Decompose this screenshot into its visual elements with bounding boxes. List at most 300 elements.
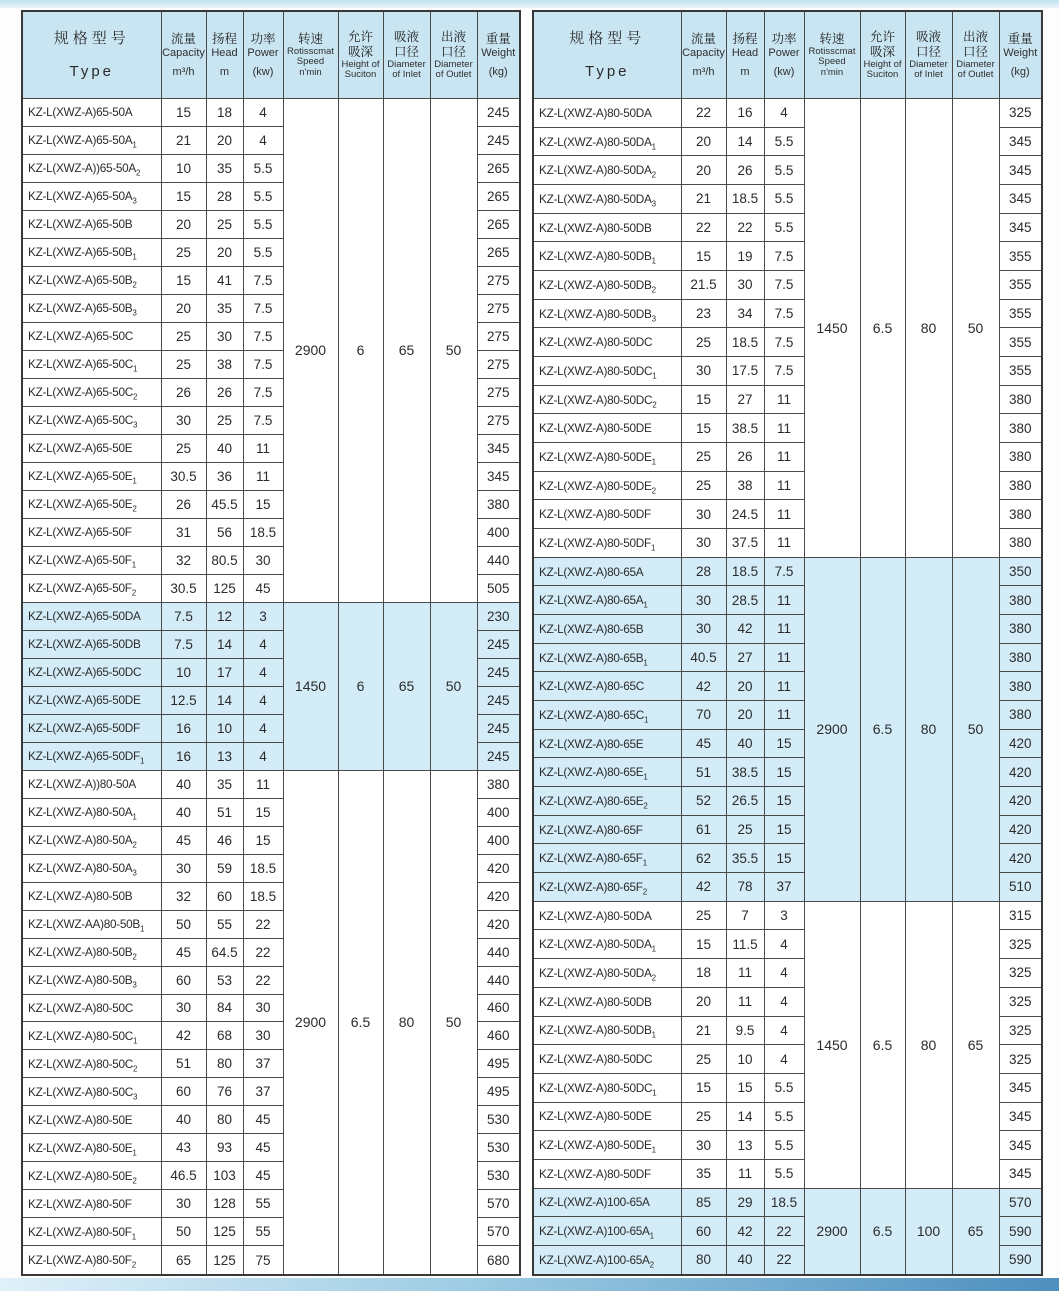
capacity-cell: 10	[161, 154, 206, 182]
col-header-suction: 允许 吸深 Height of Suciton	[860, 11, 905, 99]
type-cell: KZ-L(XWZ-A)65-50DE	[22, 686, 161, 714]
head-cell: 40	[726, 729, 764, 758]
capacity-cell: 30	[681, 529, 726, 558]
inlet-diameter-cell: 65	[383, 602, 430, 770]
type-cell: $KZ-L(XWZ-A)80-50DA_3$	[533, 185, 681, 214]
col-header-outlet: 出液 口径 Diameter of Outlet	[952, 11, 999, 99]
head-cell: 35	[206, 154, 243, 182]
power-cell: 11	[764, 643, 804, 672]
capacity-cell: 42	[681, 672, 726, 701]
power-cell: 18.5	[764, 1188, 804, 1217]
power-cell: 45	[243, 1162, 283, 1190]
type-cell: KZ-L(XWZ-A))80-50A	[22, 770, 161, 798]
capacity-cell: 25	[161, 238, 206, 266]
power-cell: 37	[243, 1050, 283, 1078]
type-cell: $KZ-L(XWZ-A)80-50DA_1$	[533, 930, 681, 959]
capacity-cell: 30	[681, 586, 726, 615]
head-cell: 28.5	[726, 586, 764, 615]
power-cell: 4	[243, 99, 283, 127]
type-cell: $KZ-L(XWZ-A)65-50DF_1$	[22, 742, 161, 770]
power-cell: 7.5	[764, 557, 804, 586]
head-cell: 20	[726, 672, 764, 701]
head-cell: 78	[726, 873, 764, 902]
speed-cell: 1450	[283, 602, 338, 770]
col-header-power: 功率 Power (kw)	[243, 11, 283, 99]
power-cell: 18.5	[243, 854, 283, 882]
table-row	[533, 1188, 1042, 1217]
type-cell: KZ-L(XWZ-A)80-50DF	[533, 500, 681, 529]
pump-spec-table-left	[21, 10, 521, 1276]
type-cell: KZ-L(XWZ-A)80-50DF	[533, 1159, 681, 1188]
capacity-cell: 15	[681, 1073, 726, 1102]
weight-cell: 420	[999, 787, 1042, 816]
type-cell: KZ-L(XWZ-A)80-65B	[533, 615, 681, 644]
head-cell: 18.5	[726, 328, 764, 357]
weight-cell: 245	[477, 714, 520, 742]
weight-cell: 440	[477, 938, 520, 966]
power-cell: 7.5	[243, 406, 283, 434]
head-cell: 15	[726, 1073, 764, 1102]
power-cell: 22	[764, 1217, 804, 1246]
weight-cell: 325	[999, 987, 1042, 1016]
weight-cell: 230	[477, 602, 520, 630]
head-cell: 14	[206, 686, 243, 714]
head-cell: 17.5	[726, 357, 764, 386]
type-cell: $KZ-L(XWZ-A)80-50B_2$	[22, 938, 161, 966]
power-cell: 7.5	[243, 294, 283, 322]
head-cell: 45.5	[206, 490, 243, 518]
head-cell: 38.5	[726, 414, 764, 443]
head-cell: 25	[206, 406, 243, 434]
capacity-cell: 25	[161, 350, 206, 378]
type-cell: KZ-L(XWZ-A)80-50DB	[533, 987, 681, 1016]
weight-cell: 265	[477, 182, 520, 210]
capacity-cell: 25	[681, 901, 726, 930]
capacity-cell: 80	[681, 1245, 726, 1275]
capacity-cell: 50	[161, 1218, 206, 1246]
speed-cell: 2900	[283, 99, 338, 603]
type-cell: $KZ-L(XWZ-A)80-50B_3$	[22, 966, 161, 994]
power-cell: 5.5	[764, 213, 804, 242]
suction-height-cell: 6	[338, 99, 383, 603]
head-cell: 38.5	[726, 758, 764, 787]
type-cell: $KZ-L(XWZ-A)65-50E_1$	[22, 462, 161, 490]
type-cell: $KZ-L(XWZ-A)80-50DE_2$	[533, 471, 681, 500]
power-cell: 5.5	[764, 156, 804, 185]
head-cell: 35	[206, 770, 243, 798]
weight-cell: 380	[999, 443, 1042, 472]
power-cell: 5.5	[243, 210, 283, 238]
type-cell: KZ-L(XWZ-A)80-50DB	[533, 213, 681, 242]
type-cell: KZ-L(XWZ-A)80-50DC	[533, 1045, 681, 1074]
table-row	[22, 99, 520, 127]
capacity-cell: 61	[681, 815, 726, 844]
weight-cell: 380	[999, 414, 1042, 443]
col-header-weight: 重量 Weight (kg)	[477, 11, 520, 99]
weight-cell: 245	[477, 630, 520, 658]
type-cell: KZ-L(XWZ-A)65-50DC	[22, 658, 161, 686]
type-cell: $KZ-L(XWZ-A)80-50F_2$	[22, 1246, 161, 1275]
head-cell: 14	[726, 1102, 764, 1131]
head-cell: 35	[206, 294, 243, 322]
power-cell: 11	[243, 434, 283, 462]
weight-cell: 315	[999, 901, 1042, 930]
outlet-diameter-cell: 50	[430, 602, 477, 770]
capacity-cell: 7.5	[161, 630, 206, 658]
head-cell: 103	[206, 1162, 243, 1190]
type-cell: KZ-L(XWZ-A)80-65C	[533, 672, 681, 701]
table-row	[22, 602, 520, 630]
power-cell: 7.5	[764, 328, 804, 357]
power-cell: 15	[764, 844, 804, 873]
power-cell: 5.5	[764, 1102, 804, 1131]
col-header-inlet: 吸液 口径 Diameter of Inlet	[383, 11, 430, 99]
head-cell: 14	[206, 630, 243, 658]
weight-cell: 345	[999, 1159, 1042, 1188]
outlet-diameter-cell: 50	[952, 557, 999, 901]
power-cell: 11	[764, 500, 804, 529]
head-cell: 42	[726, 615, 764, 644]
type-cell: KZ-L(XWZ-A)80-50B	[22, 882, 161, 910]
weight-cell: 590	[999, 1245, 1042, 1275]
capacity-cell: 40	[161, 798, 206, 826]
power-cell: 11	[764, 414, 804, 443]
head-cell: 80	[206, 1050, 243, 1078]
suction-height-cell: 6	[338, 602, 383, 770]
weight-cell: 380	[999, 500, 1042, 529]
inlet-diameter-cell: 80	[905, 901, 952, 1188]
type-cell: $KZ-L(XWZ-A)80-65B_1$	[533, 643, 681, 672]
type-cell: $KZ-L(XWZ-A)80-50E_1$	[22, 1134, 161, 1162]
type-cell: $KZ-L(XWZ-A)80-50DC_1$	[533, 1073, 681, 1102]
outlet-diameter-cell: 65	[952, 901, 999, 1188]
header-row	[22, 11, 520, 99]
suction-height-cell: 6.5	[860, 99, 905, 558]
weight-cell: 495	[477, 1050, 520, 1078]
capacity-cell: 45	[161, 826, 206, 854]
type-cell: KZ-L(XWZ-A)80-65F	[533, 815, 681, 844]
capacity-cell: 30	[681, 615, 726, 644]
capacity-cell: 30	[161, 854, 206, 882]
head-cell: 34	[726, 299, 764, 328]
weight-cell: 275	[477, 406, 520, 434]
capacity-cell: 25	[681, 1045, 726, 1074]
type-cell: $KZ-L(XWZ-A)65-50B_2$	[22, 266, 161, 294]
weight-cell: 570	[477, 1218, 520, 1246]
weight-cell: 460	[477, 1022, 520, 1050]
inlet-diameter-cell: 100	[905, 1188, 952, 1275]
power-cell: 4	[243, 126, 283, 154]
type-cell: $KZ-L(XWZ-A)80-50DE_1$	[533, 1131, 681, 1160]
weight-cell: 245	[477, 686, 520, 714]
capacity-cell: 20	[681, 987, 726, 1016]
capacity-cell: 25	[161, 322, 206, 350]
head-cell: 27	[726, 643, 764, 672]
col-header-inlet: 吸液 口径 Diameter of Inlet	[905, 11, 952, 99]
outlet-diameter-cell: 50	[952, 99, 999, 558]
type-cell: KZ-L(XWZ-A)80-50C	[22, 994, 161, 1022]
weight-cell: 275	[477, 322, 520, 350]
power-cell: 15	[764, 787, 804, 816]
type-cell: $KZ-L(XWZ-A)80-50DE_1$	[533, 443, 681, 472]
col-header-capacity: 流量 Capacity m³/h	[681, 11, 726, 99]
weight-cell: 530	[477, 1162, 520, 1190]
capacity-cell: 22	[681, 99, 726, 128]
capacity-cell: 30	[161, 1190, 206, 1218]
power-cell: 7.5	[243, 266, 283, 294]
type-cell: KZ-L(XWZ-A)65-50A	[22, 99, 161, 127]
head-cell: 11	[726, 987, 764, 1016]
head-cell: 125	[206, 574, 243, 602]
power-cell: 22	[764, 1245, 804, 1275]
suction-height-cell: 6.5	[860, 1188, 905, 1275]
outlet-diameter-cell: 50	[430, 770, 477, 1275]
weight-cell: 345	[999, 127, 1042, 156]
outlet-diameter-cell: 65	[952, 1188, 999, 1275]
speed-cell: 2900	[804, 557, 860, 901]
table-row	[533, 557, 1042, 586]
type-cell: $KZ-L(XWZ-A)65-50F_1$	[22, 546, 161, 574]
capacity-cell: 21.5	[681, 271, 726, 300]
power-cell: 5.5	[764, 1159, 804, 1188]
power-cell: 7.5	[764, 242, 804, 271]
capacity-cell: 30	[161, 406, 206, 434]
head-cell: 42	[726, 1217, 764, 1246]
weight-cell: 400	[477, 826, 520, 854]
type-cell: KZ-L(XWZ-A)65-50F	[22, 518, 161, 546]
capacity-cell: 51	[161, 1050, 206, 1078]
capacity-cell: 60	[681, 1217, 726, 1246]
head-cell: 59	[206, 854, 243, 882]
capacity-cell: 28	[681, 557, 726, 586]
col-header-type: 规格型号 Type	[22, 11, 161, 99]
speed-cell: 1450	[804, 901, 860, 1188]
type-cell: KZ-L(XWZ-A)65-50DA	[22, 602, 161, 630]
head-cell: 60	[206, 882, 243, 910]
weight-cell: 275	[477, 266, 520, 294]
head-cell: 84	[206, 994, 243, 1022]
weight-cell: 265	[477, 154, 520, 182]
weight-cell: 265	[477, 238, 520, 266]
weight-cell: 325	[999, 1016, 1042, 1045]
type-cell: $KZ-L(XWZ-A)80-50A_3$	[22, 854, 161, 882]
type-cell: $KZ-L(XWZ-A)80-50DA_2$	[533, 959, 681, 988]
weight-cell: 495	[477, 1078, 520, 1106]
weight-cell: 420	[477, 910, 520, 938]
power-cell: 11	[764, 586, 804, 615]
type-cell: $KZ-L(XWZ-A)80-50DB_1$	[533, 1016, 681, 1045]
weight-cell: 420	[999, 729, 1042, 758]
power-cell: 11	[764, 529, 804, 558]
power-cell: 30	[243, 546, 283, 574]
head-cell: 28	[206, 182, 243, 210]
weight-cell: 345	[999, 1073, 1042, 1102]
capacity-cell: 25	[681, 443, 726, 472]
capacity-cell: 30	[681, 357, 726, 386]
type-cell: $KZ-L(XWZ-A)100-65A_2$	[533, 1245, 681, 1275]
head-cell: 56	[206, 518, 243, 546]
type-cell: $KZ-L(XWZ-A)80-50DC_1$	[533, 357, 681, 386]
weight-cell: 275	[477, 294, 520, 322]
capacity-cell: 15	[681, 242, 726, 271]
power-cell: 5.5	[243, 238, 283, 266]
head-cell: 80	[206, 1106, 243, 1134]
weight-cell: 380	[999, 385, 1042, 414]
type-cell: $KZ-L(XWZ-A)80-65F_2$	[533, 873, 681, 902]
head-cell: 30	[206, 322, 243, 350]
col-header-speed: 转速 Rotisscmat Speed n'min	[804, 11, 860, 99]
capacity-cell: 20	[161, 294, 206, 322]
type-cell: $KZ-L(XWZ-A)80-50A_2$	[22, 826, 161, 854]
type-cell: $KZ-L(XWZ-A)100-65A_1$	[533, 1217, 681, 1246]
inlet-diameter-cell: 80	[905, 557, 952, 901]
page-bottom-band	[0, 1278, 1059, 1291]
capacity-cell: 40.5	[681, 643, 726, 672]
inlet-diameter-cell: 65	[383, 99, 430, 603]
power-cell: 5.5	[764, 127, 804, 156]
table-row	[22, 770, 520, 798]
type-cell: KZ-L(XWZ-A)65-50DF	[22, 714, 161, 742]
col-header-type: 规格型号 Type	[533, 11, 681, 99]
weight-cell: 380	[999, 701, 1042, 730]
head-cell: 41	[206, 266, 243, 294]
weight-cell: 345	[999, 156, 1042, 185]
power-cell: 4	[764, 99, 804, 128]
power-cell: 37	[764, 873, 804, 902]
weight-cell: 380	[999, 643, 1042, 672]
power-cell: 22	[243, 910, 283, 938]
weight-cell: 275	[477, 350, 520, 378]
head-cell: 40	[206, 434, 243, 462]
power-cell: 15	[243, 826, 283, 854]
power-cell: 11	[764, 615, 804, 644]
power-cell: 3	[764, 901, 804, 930]
power-cell: 4	[243, 630, 283, 658]
capacity-cell: 15	[161, 182, 206, 210]
power-cell: 11	[764, 443, 804, 472]
power-cell: 11	[243, 770, 283, 798]
head-cell: 55	[206, 910, 243, 938]
type-cell: $KZ-L(XWZ-A)80-50DB_2$	[533, 271, 681, 300]
weight-cell: 245	[477, 99, 520, 127]
capacity-cell: 12.5	[161, 686, 206, 714]
power-cell: 18.5	[243, 882, 283, 910]
col-header-suction: 允许 吸深 Height of Suciton	[338, 11, 383, 99]
capacity-cell: 26	[161, 490, 206, 518]
weight-cell: 380	[999, 586, 1042, 615]
capacity-cell: 20	[681, 156, 726, 185]
type-cell: KZ-L(XWZ-A)100-65A	[533, 1188, 681, 1217]
power-cell: 4	[764, 1045, 804, 1074]
power-cell: 15	[243, 798, 283, 826]
type-cell: $KZ-L(XWZ-A)80-65C_1$	[533, 701, 681, 730]
weight-cell: 590	[999, 1217, 1042, 1246]
weight-cell: 570	[477, 1190, 520, 1218]
table-row	[533, 99, 1042, 128]
capacity-cell: 20	[161, 210, 206, 238]
head-cell: 26.5	[726, 787, 764, 816]
head-cell: 38	[726, 471, 764, 500]
head-cell: 125	[206, 1246, 243, 1275]
power-cell: 7.5	[243, 350, 283, 378]
weight-cell: 400	[477, 518, 520, 546]
capacity-cell: 50	[161, 910, 206, 938]
power-cell: 5.5	[764, 1073, 804, 1102]
weight-cell: 420	[477, 882, 520, 910]
col-header-capacity: 流量 Capacity m³/h	[161, 11, 206, 99]
weight-cell: 380	[999, 672, 1042, 701]
outlet-diameter-cell: 50	[430, 99, 477, 603]
weight-cell: 355	[999, 242, 1042, 271]
power-cell: 75	[243, 1246, 283, 1275]
suction-height-cell: 6.5	[860, 901, 905, 1188]
weight-cell: 345	[477, 462, 520, 490]
power-cell: 4	[764, 959, 804, 988]
weight-cell: 245	[477, 658, 520, 686]
head-cell: 20	[206, 126, 243, 154]
capacity-cell: 31	[161, 518, 206, 546]
suction-height-cell: 6.5	[860, 557, 905, 901]
weight-cell: 325	[999, 1045, 1042, 1074]
head-cell: 13	[726, 1131, 764, 1160]
type-cell: $KZ-L(XWZ-A)80-50A_1$	[22, 798, 161, 826]
capacity-cell: 85	[681, 1188, 726, 1217]
type-cell: KZ-L(XWZ-A)80-50F	[22, 1190, 161, 1218]
capacity-cell: 30.5	[161, 462, 206, 490]
power-cell: 11	[764, 672, 804, 701]
capacity-cell: 18	[681, 959, 726, 988]
power-cell: 5.5	[243, 154, 283, 182]
type-cell: $KZ-L(XWZ-A)65-50B_3$	[22, 294, 161, 322]
capacity-cell: 25	[681, 328, 726, 357]
type-cell: $KZ-L(XWZ-A)80-65E_1$	[533, 758, 681, 787]
power-cell: 15	[764, 758, 804, 787]
head-cell: 46	[206, 826, 243, 854]
capacity-cell: 60	[161, 1078, 206, 1106]
head-cell: 25	[726, 815, 764, 844]
col-header-head: 扬程 Head m	[726, 11, 764, 99]
capacity-cell: 30	[161, 994, 206, 1022]
power-cell: 45	[243, 1106, 283, 1134]
power-cell: 37	[243, 1078, 283, 1106]
weight-cell: 400	[477, 798, 520, 826]
head-cell: 26	[726, 156, 764, 185]
type-cell: $KZ-L(XWZ-A)80-65E_2$	[533, 787, 681, 816]
type-cell: KZ-L(XWZ-A)80-50E	[22, 1106, 161, 1134]
weight-cell: 380	[999, 471, 1042, 500]
capacity-cell: 16	[161, 742, 206, 770]
power-cell: 5.5	[764, 185, 804, 214]
power-cell: 55	[243, 1190, 283, 1218]
head-cell: 26	[206, 378, 243, 406]
power-cell: 22	[243, 938, 283, 966]
suction-height-cell: 6.5	[338, 770, 383, 1275]
type-cell: $KZ-L(XWZ-A)65-50C_3$	[22, 406, 161, 434]
speed-cell: 2900	[804, 1188, 860, 1275]
power-cell: 4	[243, 686, 283, 714]
weight-cell: 325	[999, 930, 1042, 959]
power-cell: 7.5	[764, 271, 804, 300]
header-row	[533, 11, 1042, 99]
type-cell: KZ-L(XWZ-A)80-50DC	[533, 328, 681, 357]
head-cell: 14	[726, 127, 764, 156]
head-cell: 11	[726, 959, 764, 988]
capacity-cell: 15	[681, 385, 726, 414]
type-cell: KZ-L(XWZ-A)80-50DE	[533, 414, 681, 443]
weight-cell: 355	[999, 357, 1042, 386]
col-header-weight: 重量 Weight (kg)	[999, 11, 1042, 99]
power-cell: 30	[243, 994, 283, 1022]
